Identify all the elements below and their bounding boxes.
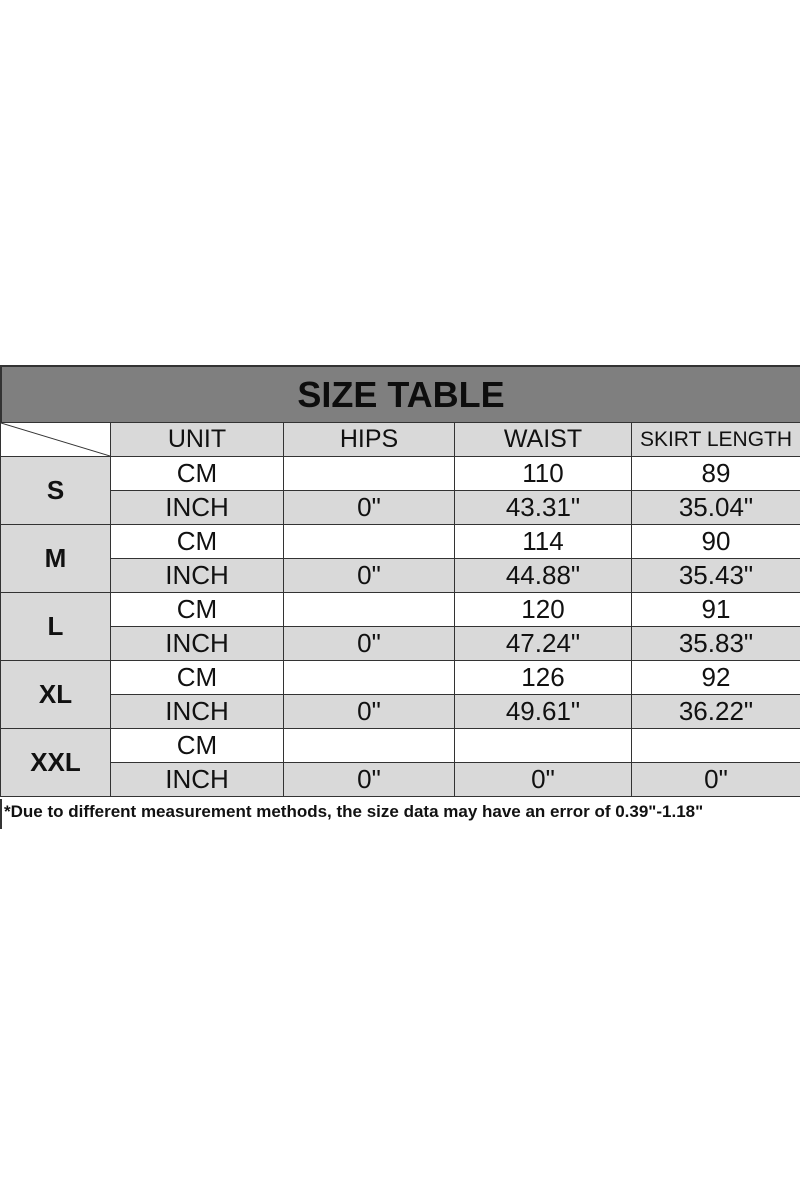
column-header-skirt-length: SKIRT LENGTH <box>632 423 800 457</box>
unit-cell: CM <box>111 729 284 763</box>
hips-cell <box>284 593 455 627</box>
size-table <box>0 365 800 829</box>
diagonal-line-icon <box>1 423 110 456</box>
skirt-length-cell: 91 <box>632 593 800 627</box>
waist-cell: 0" <box>455 763 632 797</box>
size-label: XXL <box>1 729 111 797</box>
unit-cell: CM <box>111 525 284 559</box>
unit-cell: CM <box>111 593 284 627</box>
unit-cell: INCH <box>111 491 284 525</box>
table-row <box>1 593 800 627</box>
skirt-length-cell: 36.22" <box>632 695 800 729</box>
hips-cell <box>284 729 455 763</box>
waist-cell: 43.31" <box>455 491 632 525</box>
table-row <box>1 525 800 559</box>
waist-cell: 126 <box>455 661 632 695</box>
waist-cell: 120 <box>455 593 632 627</box>
waist-cell: 47.24" <box>455 627 632 661</box>
size-label: M <box>1 525 111 593</box>
skirt-length-cell: 90 <box>632 525 800 559</box>
hips-cell <box>284 525 455 559</box>
size-label: S <box>1 457 111 525</box>
table-row <box>1 457 800 491</box>
table-row <box>1 695 800 729</box>
skirt-length-cell: 35.83" <box>632 627 800 661</box>
hips-cell: 0" <box>284 559 455 593</box>
corner-diagonal-cell <box>1 423 111 457</box>
hips-cell <box>284 457 455 491</box>
unit-cell: INCH <box>111 559 284 593</box>
column-header-waist: WAIST <box>455 423 632 457</box>
skirt-length-cell: 0" <box>632 763 800 797</box>
size-label: XL <box>1 661 111 729</box>
table-title: SIZE TABLE <box>0 365 800 422</box>
skirt-length-cell: 92 <box>632 661 800 695</box>
unit-cell: CM <box>111 457 284 491</box>
waist-cell: 49.61" <box>455 695 632 729</box>
skirt-length-cell: 89 <box>632 457 800 491</box>
column-header-hips: HIPS <box>284 423 455 457</box>
waist-cell: 44.88" <box>455 559 632 593</box>
hips-cell: 0" <box>284 627 455 661</box>
size-label: L <box>1 593 111 661</box>
hips-cell: 0" <box>284 695 455 729</box>
skirt-length-cell <box>632 729 800 763</box>
table-row <box>1 559 800 593</box>
footnote: *Due to different measurement methods, the size data may have an error of 0.39"-1.18" <box>0 799 800 829</box>
header-row <box>1 423 800 457</box>
unit-cell: CM <box>111 661 284 695</box>
unit-cell: INCH <box>111 763 284 797</box>
size-grid <box>0 422 800 797</box>
table-row <box>1 763 800 797</box>
hips-cell: 0" <box>284 763 455 797</box>
column-header-unit: UNIT <box>111 423 284 457</box>
unit-cell: INCH <box>111 627 284 661</box>
waist-cell <box>455 729 632 763</box>
skirt-length-cell: 35.43" <box>632 559 800 593</box>
table-row <box>1 627 800 661</box>
table-row <box>1 661 800 695</box>
hips-cell: 0" <box>284 491 455 525</box>
table-row <box>1 491 800 525</box>
skirt-length-cell: 35.04" <box>632 491 800 525</box>
waist-cell: 114 <box>455 525 632 559</box>
table-row <box>1 729 800 763</box>
waist-cell: 110 <box>455 457 632 491</box>
hips-cell <box>284 661 455 695</box>
unit-cell: INCH <box>111 695 284 729</box>
